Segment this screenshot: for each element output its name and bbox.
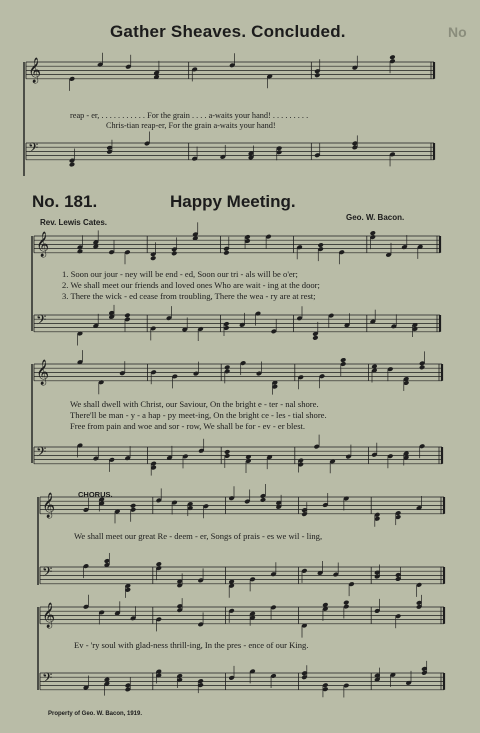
treble-clef: 𝄞 (36, 360, 50, 385)
lyric-line: reap - er, . . . . . . . . . . . For the grain . . . . a-waits your hand! . . . . . . . . . (70, 111, 309, 120)
lyricist-credit: Rev. Lewis Cates. (40, 218, 107, 227)
lyric-line: Chris-tian reap-er, For the grain a-waits your hand! (106, 121, 276, 130)
note-head (245, 454, 251, 460)
copyright-footer: Property of Geo. W. Bacon, 1919. (48, 711, 143, 717)
note-head (77, 248, 83, 254)
note-head (317, 242, 323, 248)
note-head (314, 72, 320, 78)
chorus-line: We shall meet our great Re - deem - er, Songs of prais - es we wil - ling, (74, 531, 323, 541)
note-head (171, 251, 177, 257)
note-head (156, 561, 162, 567)
note-head (389, 54, 395, 60)
bass-clef: 𝄢 (36, 312, 47, 331)
note-head (150, 255, 156, 261)
chorus-line: Ev - 'ry soul with glad-ness thrill-ing, In the pres - ence of our King. (74, 640, 309, 650)
verse-line: 1. Soon our jour - ney will be end - ed, Soon our tri - als will be o'er; (62, 269, 298, 279)
treble-clef: 𝄞 (42, 493, 56, 518)
note-head (343, 600, 349, 606)
bass-clef: 𝄢 (36, 444, 47, 463)
verse-line: 2. We shall meet our friends and loved ones Who are wait - ing at the door; (62, 280, 320, 290)
bass-clef: 𝄢 (42, 564, 53, 583)
treble-clef: 𝄞 (28, 58, 42, 83)
note-head (224, 449, 230, 455)
note-head (223, 250, 229, 256)
verse-line: 3. There the wick - ed cease from troubling, There the wea - ry are at rest; (62, 291, 316, 301)
note-head (312, 335, 318, 341)
verse-line: There'll be man - y - a hap - py meet-ing, On the bright ce - les - tial shore. (70, 410, 327, 420)
corner-page-mark: No (448, 24, 467, 40)
note-head (224, 365, 230, 371)
verse-line: We shall dwell with Christ, our Saviour, On the bright e - ter - nal shore. (70, 399, 319, 409)
note-head (419, 365, 425, 371)
note-head (69, 162, 75, 168)
hymn-title: Happy Meeting. (170, 192, 296, 211)
note-head (340, 357, 346, 363)
treble-clef: 𝄞 (42, 603, 56, 628)
chorus-label: CHORUS. (78, 490, 113, 499)
note-head (260, 497, 266, 503)
bass-clef: 𝄢 (28, 140, 39, 159)
composer-credit: Geo. W. Bacon. (346, 213, 405, 222)
bass-clef: 𝄢 (42, 670, 53, 689)
note-head (124, 313, 130, 319)
hymn-number: No. 181. (32, 192, 98, 211)
verse-line: Free from pain and woe and sor - row, We shall be for - ev - er blest. (70, 421, 306, 431)
page-title-concluded: Gather Sheaves. Concluded. (110, 22, 346, 41)
treble-clef: 𝄞 (36, 232, 50, 257)
note-head (130, 503, 136, 509)
note-head (370, 230, 376, 236)
